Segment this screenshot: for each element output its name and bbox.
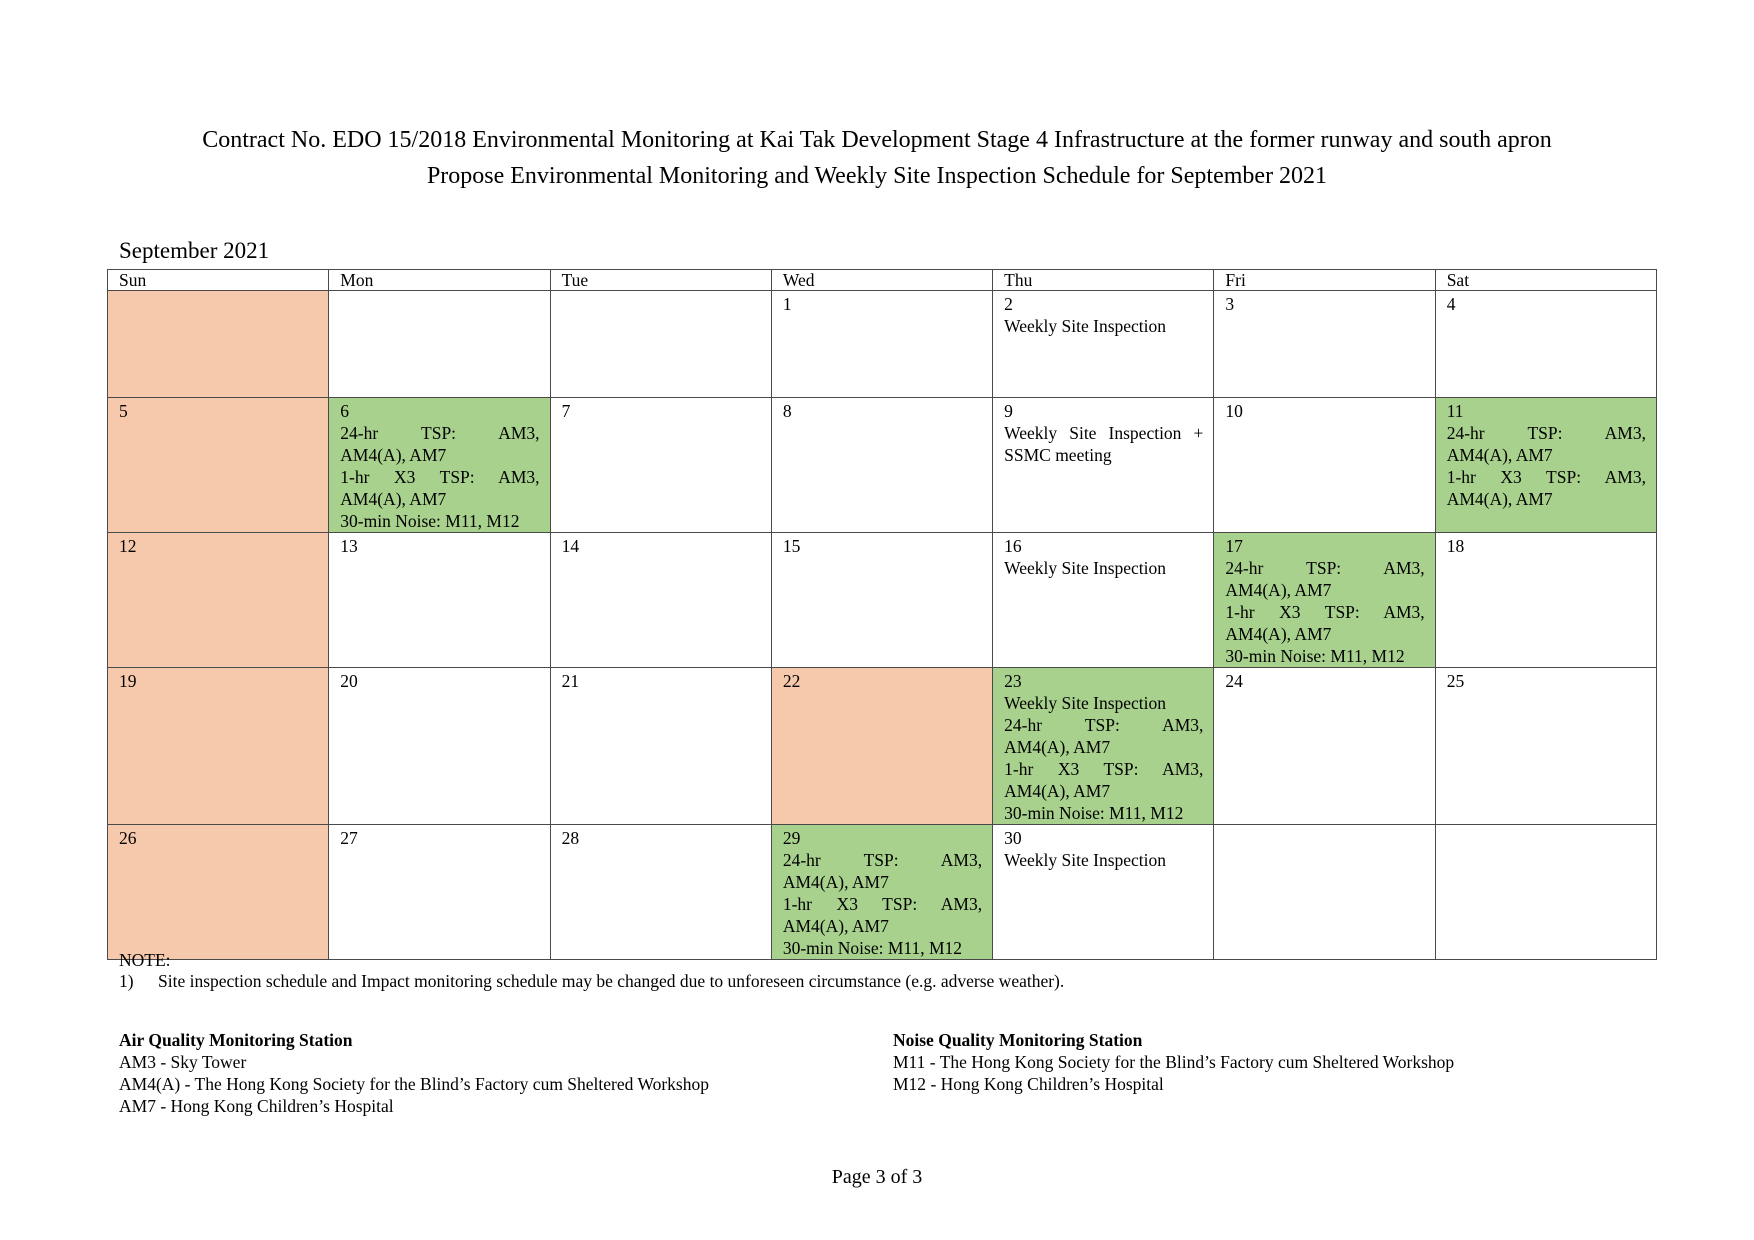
weekday-header-thu: Thu	[993, 270, 1214, 291]
day-cell-holiday	[771, 668, 992, 825]
station-name: Hong Kong Children’s Hospital	[170, 1096, 394, 1116]
day-cell-holiday	[108, 668, 329, 825]
event-24hr-tsp-stations: AM4(A), AM7	[340, 445, 447, 465]
day-number: 30	[1004, 828, 1022, 848]
day-number: 16	[1004, 536, 1022, 556]
station-code: M12	[893, 1074, 927, 1094]
event-1hr-tsp: 1-hr X3 TSP: AM3,	[1446, 467, 1646, 487]
day-cell-empty	[550, 291, 771, 398]
calendar-week-row	[108, 668, 1657, 825]
legend-item: AM7 - Hong Kong Children’s Hospital	[119, 1096, 394, 1116]
event-noise: 30-min Noise: M11, M12	[782, 938, 963, 958]
event-24hr-tsp-stations: AM4(A), AM7	[1446, 445, 1553, 465]
event-24hr-tsp: 24-hr TSP: AM3,	[340, 423, 540, 443]
station-code: M11	[893, 1052, 926, 1072]
legend-item: AM4(A) - The Hong Kong Society for the Blind’s Factory cum Sheltered Workshop	[119, 1074, 709, 1094]
day-number: 14	[561, 536, 580, 556]
day-cell	[550, 668, 771, 825]
day-number: 7	[561, 401, 571, 421]
weekday-header-mon: Mon	[329, 270, 550, 291]
day-number: 22	[782, 671, 801, 691]
day-number: 13	[340, 536, 358, 556]
event-1hr-tsp-stations: AM4(A), AM7	[340, 489, 447, 509]
station-name: Sky Tower	[170, 1052, 247, 1072]
note-heading: NOTE:	[119, 950, 171, 970]
air-quality-legend-title: Air Quality Monitoring Station	[119, 1030, 353, 1050]
day-cell	[329, 533, 550, 668]
document-subtitle: Propose Environmental Monitoring and Weekly Site Inspection Schedule for September 2021	[426, 163, 1328, 189]
event-1hr-tsp: 1-hr X3 TSP: AM3,	[1004, 759, 1204, 779]
noise-quality-legend	[893, 1029, 1454, 1095]
day-cell	[550, 533, 771, 668]
station-code: AM3	[119, 1052, 156, 1072]
weekday-header-sat: Sat	[1435, 270, 1656, 291]
day-cell	[329, 668, 550, 825]
event-1hr-tsp-stations: AM4(A), AM7	[1225, 624, 1332, 644]
day-cell-holiday	[108, 398, 329, 533]
day-cell	[993, 533, 1214, 668]
day-number: 20	[340, 671, 358, 691]
day-cell-holiday	[108, 825, 329, 960]
document-title: Contract No. EDO 15/2018 Environmental Monitoring at Kai Tak Development Stage 4 Infrastructure at the former runway and south apron	[202, 127, 1552, 153]
station-name: The Hong Kong Society for the Blind’s Factory cum Sheltered Workshop	[939, 1052, 1455, 1072]
day-number: 1	[782, 294, 792, 314]
day-number: 23	[1004, 671, 1022, 691]
calendar-header-row	[108, 270, 1657, 291]
day-number: 27	[340, 828, 358, 848]
day-number: 10	[1225, 401, 1243, 421]
event-24hr-tsp: 24-hr TSP: AM3,	[1225, 558, 1425, 578]
day-cell	[1435, 668, 1656, 825]
day-cell	[550, 825, 771, 960]
day-number: 2	[1004, 294, 1013, 314]
noise-quality-legend-title: Noise Quality Monitoring Station	[893, 1030, 1143, 1050]
day-cell-empty	[108, 291, 329, 398]
event-noise: 30-min Noise: M11, M12	[1225, 646, 1405, 666]
calendar-month-label: September 2021	[119, 238, 270, 263]
station-name: Hong Kong Children’s Hospital	[940, 1074, 1164, 1094]
day-number: 6	[340, 401, 350, 421]
day-number: 28	[561, 828, 580, 848]
event-1hr-tsp-stations: AM4(A), AM7	[1446, 489, 1553, 509]
event-24hr-tsp: 24-hr TSP: AM3,	[782, 850, 983, 870]
day-cell-monitoring	[1214, 533, 1435, 668]
day-number: 5	[119, 401, 128, 421]
day-number: 17	[1225, 536, 1243, 556]
weekday-header-tue: Tue	[550, 270, 771, 291]
event-24hr-tsp-stations: AM4(A), AM7	[1004, 737, 1111, 757]
day-number: 11	[1446, 401, 1464, 421]
day-cell-empty	[1435, 825, 1656, 960]
day-cell	[771, 291, 992, 398]
day-number: 3	[1225, 294, 1235, 314]
calendar-week-row	[108, 398, 1657, 533]
day-number: 21	[561, 671, 580, 691]
day-number: 19	[119, 671, 137, 691]
event-noise: 30-min Noise: M11, M12	[1004, 803, 1184, 823]
legend-item: M11 - The Hong Kong Society for the Blind’s Factory cum Sheltered Workshop	[893, 1052, 1455, 1072]
day-cell-monitoring	[1435, 398, 1656, 533]
event-1hr-tsp-stations: AM4(A), AM7	[782, 916, 889, 936]
calendar-week-row	[108, 533, 1657, 668]
day-cell	[329, 825, 550, 960]
day-number: 9	[1004, 401, 1013, 421]
event-1hr-tsp: 1-hr X3 TSP: AM3,	[782, 894, 983, 914]
event-24hr-tsp-stations: AM4(A), AM7	[782, 872, 889, 892]
day-cell-empty	[329, 291, 550, 398]
event-noise: 30-min Noise: M11, M12	[340, 511, 520, 531]
day-number: 26	[119, 828, 137, 848]
event-site-inspection: Weekly Site Inspection	[1004, 558, 1167, 578]
day-number: 24	[1225, 671, 1243, 691]
day-number: 8	[782, 401, 792, 421]
legend-item: M12 - Hong Kong Children’s Hospital	[893, 1074, 1164, 1094]
calendar-table	[107, 269, 1657, 960]
day-cell	[771, 533, 992, 668]
day-cell	[993, 398, 1214, 533]
station-code: AM7	[119, 1096, 156, 1116]
weekday-header-fri: Fri	[1214, 270, 1435, 291]
event-ssmc-meeting: SSMC meeting	[1004, 445, 1112, 465]
day-cell-holiday	[108, 533, 329, 668]
day-cell-monitoring	[771, 825, 992, 960]
day-number: 4	[1446, 294, 1456, 314]
day-cell	[1435, 533, 1656, 668]
note-item-number: 1)	[119, 971, 134, 991]
day-cell	[993, 291, 1214, 398]
day-cell	[1214, 398, 1435, 533]
page-number: Page 3 of 3	[831, 1166, 923, 1188]
day-cell	[1214, 668, 1435, 825]
day-cell-monitoring	[329, 398, 550, 533]
event-1hr-tsp: 1-hr X3 TSP: AM3,	[1225, 602, 1425, 622]
day-cell	[771, 398, 992, 533]
event-site-inspection: Weekly Site Inspection	[1004, 316, 1167, 336]
event-site-inspection: Weekly Site Inspection +	[1004, 423, 1204, 443]
day-cell	[1435, 291, 1656, 398]
calendar-week-row	[108, 825, 1657, 960]
day-number: 18	[1446, 536, 1465, 556]
air-quality-legend	[119, 1029, 709, 1117]
event-site-inspection: Weekly Site Inspection	[1004, 850, 1167, 870]
event-24hr-tsp: 24-hr TSP: AM3,	[1004, 715, 1204, 735]
day-cell	[550, 398, 771, 533]
event-1hr-tsp-stations: AM4(A), AM7	[1004, 781, 1111, 801]
day-cell	[1214, 291, 1435, 398]
legend-item: AM3 - Sky Tower	[119, 1052, 247, 1072]
day-cell	[993, 825, 1214, 960]
day-cell-monitoring	[993, 668, 1214, 825]
event-24hr-tsp-stations: AM4(A), AM7	[1225, 580, 1332, 600]
day-number: 25	[1446, 671, 1465, 691]
station-code: AM4(A)	[119, 1074, 181, 1094]
day-number: 29	[782, 828, 801, 848]
day-number: 15	[782, 536, 801, 556]
event-1hr-tsp: 1-hr X3 TSP: AM3,	[340, 467, 540, 487]
calendar-week-row	[108, 291, 1657, 398]
day-cell-empty	[1214, 825, 1435, 960]
day-number: 12	[119, 536, 137, 556]
note-item	[119, 970, 1064, 992]
weekday-header-wed: Wed	[771, 270, 992, 291]
station-name: The Hong Kong Society for the Blind’s Factory cum Sheltered Workshop	[194, 1074, 709, 1094]
event-24hr-tsp: 24-hr TSP: AM3,	[1446, 423, 1646, 443]
weekday-header-sun: Sun	[108, 270, 329, 291]
note-item-text: Site inspection schedule and Impact monitoring schedule may be changed due to unforeseen circumstance (e.g. adverse weather).	[158, 971, 1065, 991]
event-site-inspection: Weekly Site Inspection	[1004, 693, 1167, 713]
